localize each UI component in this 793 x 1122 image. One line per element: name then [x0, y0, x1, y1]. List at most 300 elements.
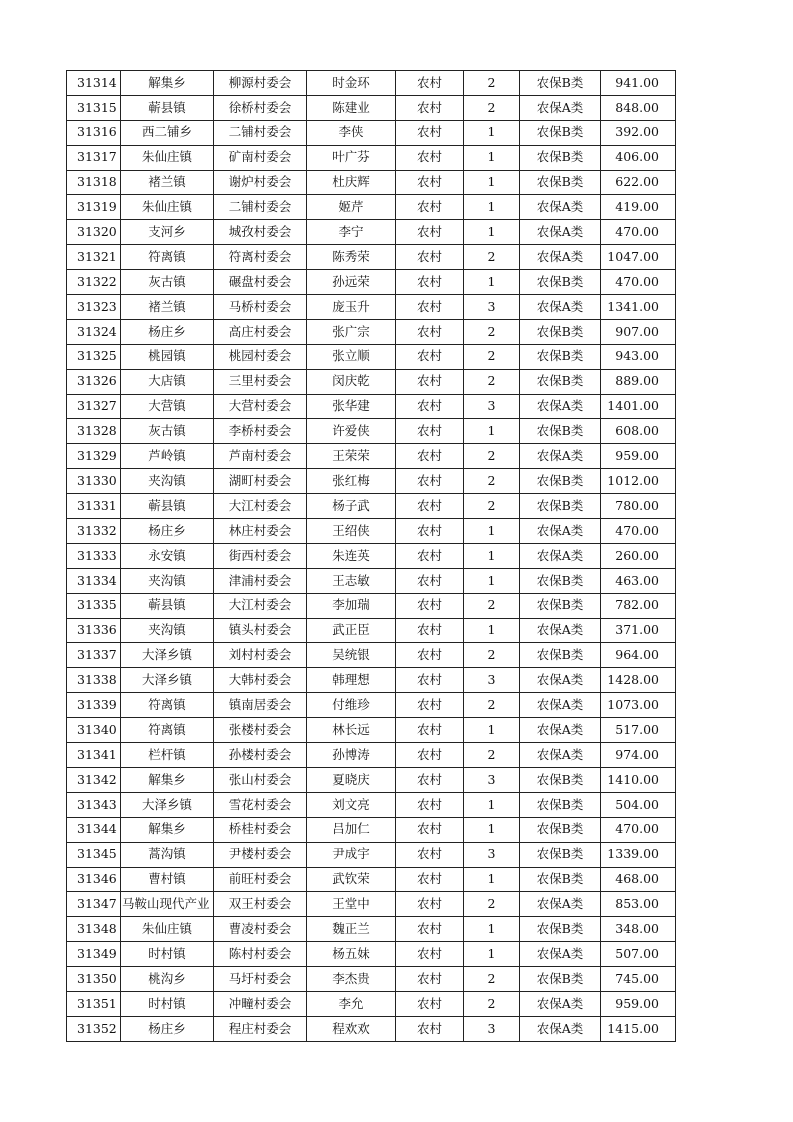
- table-row: [67, 419, 676, 444]
- cell-household-size: 2: [464, 991, 520, 1016]
- cell-township: 朱仙庄镇: [121, 195, 214, 220]
- cell-insurance-category: 农保B类: [520, 120, 601, 145]
- cell-household-type: 农村: [396, 593, 464, 618]
- cell-village-committee: 湖町村委会: [214, 469, 307, 494]
- cell-village-committee: 大营村委会: [214, 394, 307, 419]
- cell-village-committee: 城孜村委会: [214, 220, 307, 245]
- table-row: [67, 469, 676, 494]
- cell-household-size: 1: [464, 170, 520, 195]
- cell-household-type: 农村: [396, 842, 464, 867]
- cell-household-type: 农村: [396, 618, 464, 643]
- cell-person-name: 李允: [307, 991, 396, 1016]
- cell-village-committee: 柳源村委会: [214, 71, 307, 96]
- cell-village-committee: 大江村委会: [214, 593, 307, 618]
- cell-person-name: 叶广芬: [307, 145, 396, 170]
- cell-amount: 1401.00: [601, 394, 676, 419]
- table-row: [67, 867, 676, 892]
- cell-village-committee: 尹楼村委会: [214, 842, 307, 867]
- cell-township: 栏杆镇: [121, 743, 214, 768]
- cell-household-size: 2: [464, 892, 520, 917]
- cell-township: 朱仙庄镇: [121, 917, 214, 942]
- cell-record-id: 31350: [67, 967, 121, 992]
- cell-township: 褚兰镇: [121, 295, 214, 320]
- cell-record-id: 31337: [67, 643, 121, 668]
- cell-person-name: 李侠: [307, 120, 396, 145]
- cell-person-name: 吴统银: [307, 643, 396, 668]
- cell-amount: 848.00: [601, 95, 676, 120]
- cell-person-name: 杜庆辉: [307, 170, 396, 195]
- cell-township: 大泽乡镇: [121, 668, 214, 693]
- cell-insurance-category: 农保B类: [520, 792, 601, 817]
- cell-household-type: 农村: [396, 568, 464, 593]
- cell-household-type: 农村: [396, 419, 464, 444]
- cell-household-size: 1: [464, 195, 520, 220]
- cell-amount: 504.00: [601, 792, 676, 817]
- cell-household-size: 1: [464, 867, 520, 892]
- cell-insurance-category: 农保A类: [520, 1016, 601, 1041]
- cell-insurance-category: 农保A类: [520, 394, 601, 419]
- cell-village-committee: 徐桥村委会: [214, 95, 307, 120]
- cell-record-id: 31342: [67, 767, 121, 792]
- cell-household-size: 3: [464, 295, 520, 320]
- cell-insurance-category: 农保A类: [520, 743, 601, 768]
- cell-township: 杨庄乡: [121, 1016, 214, 1041]
- cell-township: 时村镇: [121, 991, 214, 1016]
- table-row: [67, 743, 676, 768]
- cell-household-type: 农村: [396, 494, 464, 519]
- cell-household-size: 3: [464, 1016, 520, 1041]
- cell-township: 时村镇: [121, 942, 214, 967]
- cell-amount: 507.00: [601, 942, 676, 967]
- cell-household-type: 农村: [396, 519, 464, 544]
- cell-amount: 260.00: [601, 543, 676, 568]
- cell-amount: 470.00: [601, 220, 676, 245]
- cell-household-type: 农村: [396, 444, 464, 469]
- cell-township: 曹村镇: [121, 867, 214, 892]
- cell-household-type: 农村: [396, 817, 464, 842]
- table-body: [67, 71, 676, 1042]
- cell-person-name: 时金环: [307, 71, 396, 96]
- cell-record-id: 31341: [67, 743, 121, 768]
- cell-person-name: 张广宗: [307, 319, 396, 344]
- cell-household-type: 农村: [396, 270, 464, 295]
- cell-person-name: 姬芹: [307, 195, 396, 220]
- cell-village-committee: 桃园村委会: [214, 344, 307, 369]
- cell-township: 大泽乡镇: [121, 792, 214, 817]
- cell-record-id: 31345: [67, 842, 121, 867]
- cell-amount: 517.00: [601, 718, 676, 743]
- cell-village-committee: 林庄村委会: [214, 519, 307, 544]
- cell-amount: 907.00: [601, 319, 676, 344]
- cell-household-size: 2: [464, 693, 520, 718]
- cell-insurance-category: 农保B类: [520, 145, 601, 170]
- cell-household-type: 农村: [396, 319, 464, 344]
- cell-record-id: 31314: [67, 71, 121, 96]
- cell-insurance-category: 农保A类: [520, 991, 601, 1016]
- cell-record-id: 31351: [67, 991, 121, 1016]
- cell-township: 大泽乡镇: [121, 643, 214, 668]
- table-row: [67, 767, 676, 792]
- cell-amount: 1073.00: [601, 693, 676, 718]
- cell-insurance-category: 农保B类: [520, 917, 601, 942]
- cell-record-id: 31317: [67, 145, 121, 170]
- cell-village-committee: 大江村委会: [214, 494, 307, 519]
- cell-insurance-category: 农保A类: [520, 220, 601, 245]
- cell-insurance-category: 农保B类: [520, 967, 601, 992]
- cell-person-name: 闵庆乾: [307, 369, 396, 394]
- cell-village-committee: 三里村委会: [214, 369, 307, 394]
- cell-person-name: 武正臣: [307, 618, 396, 643]
- cell-household-type: 农村: [396, 71, 464, 96]
- cell-village-committee: 雪花村委会: [214, 792, 307, 817]
- cell-amount: 1428.00: [601, 668, 676, 693]
- cell-household-size: 2: [464, 444, 520, 469]
- cell-amount: 889.00: [601, 369, 676, 394]
- cell-village-committee: 芦南村委会: [214, 444, 307, 469]
- cell-village-committee: 刘村村委会: [214, 643, 307, 668]
- cell-amount: 348.00: [601, 917, 676, 942]
- cell-village-committee: 街西村委会: [214, 543, 307, 568]
- cell-village-committee: 碾盘村委会: [214, 270, 307, 295]
- cell-township: 符离镇: [121, 693, 214, 718]
- table-row: [67, 718, 676, 743]
- cell-amount: 392.00: [601, 120, 676, 145]
- cell-household-type: 农村: [396, 195, 464, 220]
- cell-township: 杨庄乡: [121, 319, 214, 344]
- cell-person-name: 许爱侠: [307, 419, 396, 444]
- cell-insurance-category: 农保A类: [520, 942, 601, 967]
- cell-township: 夹沟镇: [121, 618, 214, 643]
- cell-record-id: 31340: [67, 718, 121, 743]
- cell-record-id: 31325: [67, 344, 121, 369]
- cell-record-id: 31347: [67, 892, 121, 917]
- cell-record-id: 31352: [67, 1016, 121, 1041]
- cell-household-size: 2: [464, 494, 520, 519]
- cell-person-name: 张红梅: [307, 469, 396, 494]
- table-row: [67, 344, 676, 369]
- cell-person-name: 韩理想: [307, 668, 396, 693]
- cell-township: 桃沟乡: [121, 967, 214, 992]
- cell-village-committee: 高庄村委会: [214, 319, 307, 344]
- cell-household-type: 农村: [396, 892, 464, 917]
- table-row: [67, 71, 676, 96]
- cell-person-name: 魏正兰: [307, 917, 396, 942]
- cell-household-type: 农村: [396, 792, 464, 817]
- cell-village-committee: 符离村委会: [214, 245, 307, 270]
- cell-household-type: 农村: [396, 394, 464, 419]
- cell-township: 芦岭镇: [121, 444, 214, 469]
- table-row: [67, 618, 676, 643]
- cell-village-committee: 张山村委会: [214, 767, 307, 792]
- cell-insurance-category: 农保A类: [520, 245, 601, 270]
- cell-person-name: 王绍侠: [307, 519, 396, 544]
- cell-township: 蒿沟镇: [121, 842, 214, 867]
- cell-amount: 406.00: [601, 145, 676, 170]
- table-row: [67, 643, 676, 668]
- cell-amount: 1047.00: [601, 245, 676, 270]
- cell-household-type: 农村: [396, 867, 464, 892]
- cell-insurance-category: 农保A类: [520, 892, 601, 917]
- cell-village-committee: 陈村村委会: [214, 942, 307, 967]
- cell-household-type: 农村: [396, 991, 464, 1016]
- cell-household-size: 1: [464, 917, 520, 942]
- cell-township: 马鞍山现代产业: [121, 892, 214, 917]
- cell-amount: 371.00: [601, 618, 676, 643]
- cell-insurance-category: 农保A类: [520, 668, 601, 693]
- cell-insurance-category: 农保B类: [520, 568, 601, 593]
- cell-amount: 470.00: [601, 817, 676, 842]
- cell-record-id: 31326: [67, 369, 121, 394]
- cell-village-committee: 大韩村委会: [214, 668, 307, 693]
- cell-village-committee: 程庄村委会: [214, 1016, 307, 1041]
- cell-household-size: 3: [464, 394, 520, 419]
- table-row: [67, 394, 676, 419]
- cell-household-type: 农村: [396, 743, 464, 768]
- cell-record-id: 31319: [67, 195, 121, 220]
- cell-village-committee: 马桥村委会: [214, 295, 307, 320]
- cell-township: 夹沟镇: [121, 568, 214, 593]
- cell-insurance-category: 农保B类: [520, 270, 601, 295]
- cell-person-name: 张立顺: [307, 344, 396, 369]
- cell-village-committee: 孙楼村委会: [214, 743, 307, 768]
- cell-amount: 608.00: [601, 419, 676, 444]
- table-row: [67, 444, 676, 469]
- cell-township: 大营镇: [121, 394, 214, 419]
- cell-household-type: 农村: [396, 120, 464, 145]
- cell-household-type: 农村: [396, 344, 464, 369]
- cell-record-id: 31334: [67, 568, 121, 593]
- table-row: [67, 668, 676, 693]
- cell-record-id: 31321: [67, 245, 121, 270]
- cell-amount: 463.00: [601, 568, 676, 593]
- cell-household-type: 农村: [396, 220, 464, 245]
- cell-amount: 470.00: [601, 519, 676, 544]
- cell-insurance-category: 农保B类: [520, 842, 601, 867]
- cell-village-committee: 桥桂村委会: [214, 817, 307, 842]
- cell-person-name: 付维珍: [307, 693, 396, 718]
- cell-record-id: 31339: [67, 693, 121, 718]
- table-row: [67, 967, 676, 992]
- cell-person-name: 吕加仁: [307, 817, 396, 842]
- table-row: [67, 220, 676, 245]
- cell-record-id: 31338: [67, 668, 121, 693]
- cell-amount: 419.00: [601, 195, 676, 220]
- cell-village-committee: 李桥村委会: [214, 419, 307, 444]
- cell-household-type: 农村: [396, 295, 464, 320]
- table-row: [67, 568, 676, 593]
- cell-household-size: 1: [464, 942, 520, 967]
- cell-household-size: 2: [464, 593, 520, 618]
- cell-insurance-category: 农保A类: [520, 195, 601, 220]
- cell-insurance-category: 农保A类: [520, 444, 601, 469]
- cell-household-size: 1: [464, 120, 520, 145]
- cell-household-size: 1: [464, 543, 520, 568]
- cell-record-id: 31320: [67, 220, 121, 245]
- cell-household-type: 农村: [396, 718, 464, 743]
- cell-household-size: 1: [464, 568, 520, 593]
- cell-village-committee: 镇头村委会: [214, 618, 307, 643]
- cell-amount: 959.00: [601, 991, 676, 1016]
- cell-household-size: 1: [464, 817, 520, 842]
- table-row: [67, 170, 676, 195]
- cell-insurance-category: 农保B类: [520, 369, 601, 394]
- cell-village-committee: 马圩村委会: [214, 967, 307, 992]
- cell-record-id: 31323: [67, 295, 121, 320]
- cell-amount: 782.00: [601, 593, 676, 618]
- cell-person-name: 杨五妹: [307, 942, 396, 967]
- cell-person-name: 王荣荣: [307, 444, 396, 469]
- cell-record-id: 31328: [67, 419, 121, 444]
- cell-person-name: 夏晓庆: [307, 767, 396, 792]
- cell-township: 解集乡: [121, 71, 214, 96]
- cell-township: 西二铺乡: [121, 120, 214, 145]
- cell-record-id: 31322: [67, 270, 121, 295]
- cell-insurance-category: 农保A类: [520, 618, 601, 643]
- cell-record-id: 31327: [67, 394, 121, 419]
- cell-household-size: 1: [464, 718, 520, 743]
- cell-person-name: 陈秀荣: [307, 245, 396, 270]
- cell-record-id: 31343: [67, 792, 121, 817]
- cell-village-committee: 冲疃村委会: [214, 991, 307, 1016]
- table-row: [67, 917, 676, 942]
- cell-household-size: 2: [464, 743, 520, 768]
- cell-amount: 468.00: [601, 867, 676, 892]
- table-row: [67, 842, 676, 867]
- cell-record-id: 31331: [67, 494, 121, 519]
- cell-household-type: 农村: [396, 170, 464, 195]
- cell-household-type: 农村: [396, 668, 464, 693]
- cell-amount: 853.00: [601, 892, 676, 917]
- cell-insurance-category: 农保B类: [520, 319, 601, 344]
- cell-insurance-category: 农保A类: [520, 95, 601, 120]
- cell-township: 永安镇: [121, 543, 214, 568]
- cell-record-id: 31335: [67, 593, 121, 618]
- cell-insurance-category: 农保B类: [520, 170, 601, 195]
- cell-household-size: 1: [464, 792, 520, 817]
- cell-household-type: 农村: [396, 95, 464, 120]
- cell-village-committee: 双王村委会: [214, 892, 307, 917]
- cell-village-committee: 二铺村委会: [214, 120, 307, 145]
- cell-insurance-category: 农保B类: [520, 419, 601, 444]
- cell-amount: 745.00: [601, 967, 676, 992]
- cell-amount: 1339.00: [601, 842, 676, 867]
- cell-household-size: 2: [464, 469, 520, 494]
- cell-township: 蕲县镇: [121, 593, 214, 618]
- cell-record-id: 31333: [67, 543, 121, 568]
- cell-person-name: 王志敏: [307, 568, 396, 593]
- cell-village-committee: 矿南村委会: [214, 145, 307, 170]
- cell-amount: 622.00: [601, 170, 676, 195]
- cell-amount: 959.00: [601, 444, 676, 469]
- cell-person-name: 孙博涛: [307, 743, 396, 768]
- cell-insurance-category: 农保A类: [520, 543, 601, 568]
- cell-amount: 974.00: [601, 743, 676, 768]
- cell-amount: 1012.00: [601, 469, 676, 494]
- table-row: [67, 543, 676, 568]
- cell-amount: 943.00: [601, 344, 676, 369]
- cell-insurance-category: 农保A类: [520, 718, 601, 743]
- cell-record-id: 31330: [67, 469, 121, 494]
- cell-village-committee: 张楼村委会: [214, 718, 307, 743]
- table-row: [67, 295, 676, 320]
- table-row: [67, 792, 676, 817]
- cell-insurance-category: 农保B类: [520, 643, 601, 668]
- cell-person-name: 陈建业: [307, 95, 396, 120]
- table-row: [67, 1016, 676, 1041]
- table-row: [67, 817, 676, 842]
- data-table: [66, 70, 676, 1042]
- cell-household-size: 2: [464, 319, 520, 344]
- cell-person-name: 杨子武: [307, 494, 396, 519]
- cell-household-type: 农村: [396, 145, 464, 170]
- table-row: [67, 195, 676, 220]
- cell-person-name: 武钦荣: [307, 867, 396, 892]
- table-row: [67, 319, 676, 344]
- cell-household-type: 农村: [396, 693, 464, 718]
- table-row: [67, 892, 676, 917]
- cell-township: 符离镇: [121, 718, 214, 743]
- cell-township: 褚兰镇: [121, 170, 214, 195]
- cell-household-size: 1: [464, 220, 520, 245]
- cell-household-type: 农村: [396, 917, 464, 942]
- cell-household-type: 农村: [396, 767, 464, 792]
- cell-household-type: 农村: [396, 369, 464, 394]
- cell-person-name: 庞玉升: [307, 295, 396, 320]
- cell-township: 夹沟镇: [121, 469, 214, 494]
- cell-amount: 941.00: [601, 71, 676, 96]
- cell-amount: 964.00: [601, 643, 676, 668]
- cell-person-name: 孙远荣: [307, 270, 396, 295]
- cell-household-size: 2: [464, 643, 520, 668]
- cell-township: 朱仙庄镇: [121, 145, 214, 170]
- cell-person-name: 程欢欢: [307, 1016, 396, 1041]
- cell-person-name: 林长远: [307, 718, 396, 743]
- cell-amount: 470.00: [601, 270, 676, 295]
- table-row: [67, 245, 676, 270]
- table-row: [67, 369, 676, 394]
- cell-household-type: 农村: [396, 967, 464, 992]
- table-row: [67, 95, 676, 120]
- cell-record-id: 31349: [67, 942, 121, 967]
- cell-village-committee: 镇南居委会: [214, 693, 307, 718]
- cell-township: 解集乡: [121, 817, 214, 842]
- cell-insurance-category: 农保B类: [520, 867, 601, 892]
- cell-household-size: 2: [464, 71, 520, 96]
- table-row: [67, 519, 676, 544]
- cell-household-size: 2: [464, 344, 520, 369]
- cell-township: 桃园镇: [121, 344, 214, 369]
- cell-record-id: 31346: [67, 867, 121, 892]
- cell-insurance-category: 农保B类: [520, 817, 601, 842]
- cell-person-name: 尹成宇: [307, 842, 396, 867]
- cell-insurance-category: 农保A类: [520, 693, 601, 718]
- cell-village-committee: 津浦村委会: [214, 568, 307, 593]
- cell-insurance-category: 农保A类: [520, 295, 601, 320]
- cell-amount: 1341.00: [601, 295, 676, 320]
- cell-insurance-category: 农保B类: [520, 71, 601, 96]
- cell-township: 大店镇: [121, 369, 214, 394]
- table-row: [67, 991, 676, 1016]
- cell-record-id: 31329: [67, 444, 121, 469]
- cell-insurance-category: 农保B类: [520, 344, 601, 369]
- cell-person-name: 王堂中: [307, 892, 396, 917]
- cell-household-size: 3: [464, 842, 520, 867]
- cell-record-id: 31344: [67, 817, 121, 842]
- cell-insurance-category: 农保B类: [520, 593, 601, 618]
- cell-household-size: 1: [464, 270, 520, 295]
- cell-person-name: 李加瑞: [307, 593, 396, 618]
- cell-township: 蕲县镇: [121, 95, 214, 120]
